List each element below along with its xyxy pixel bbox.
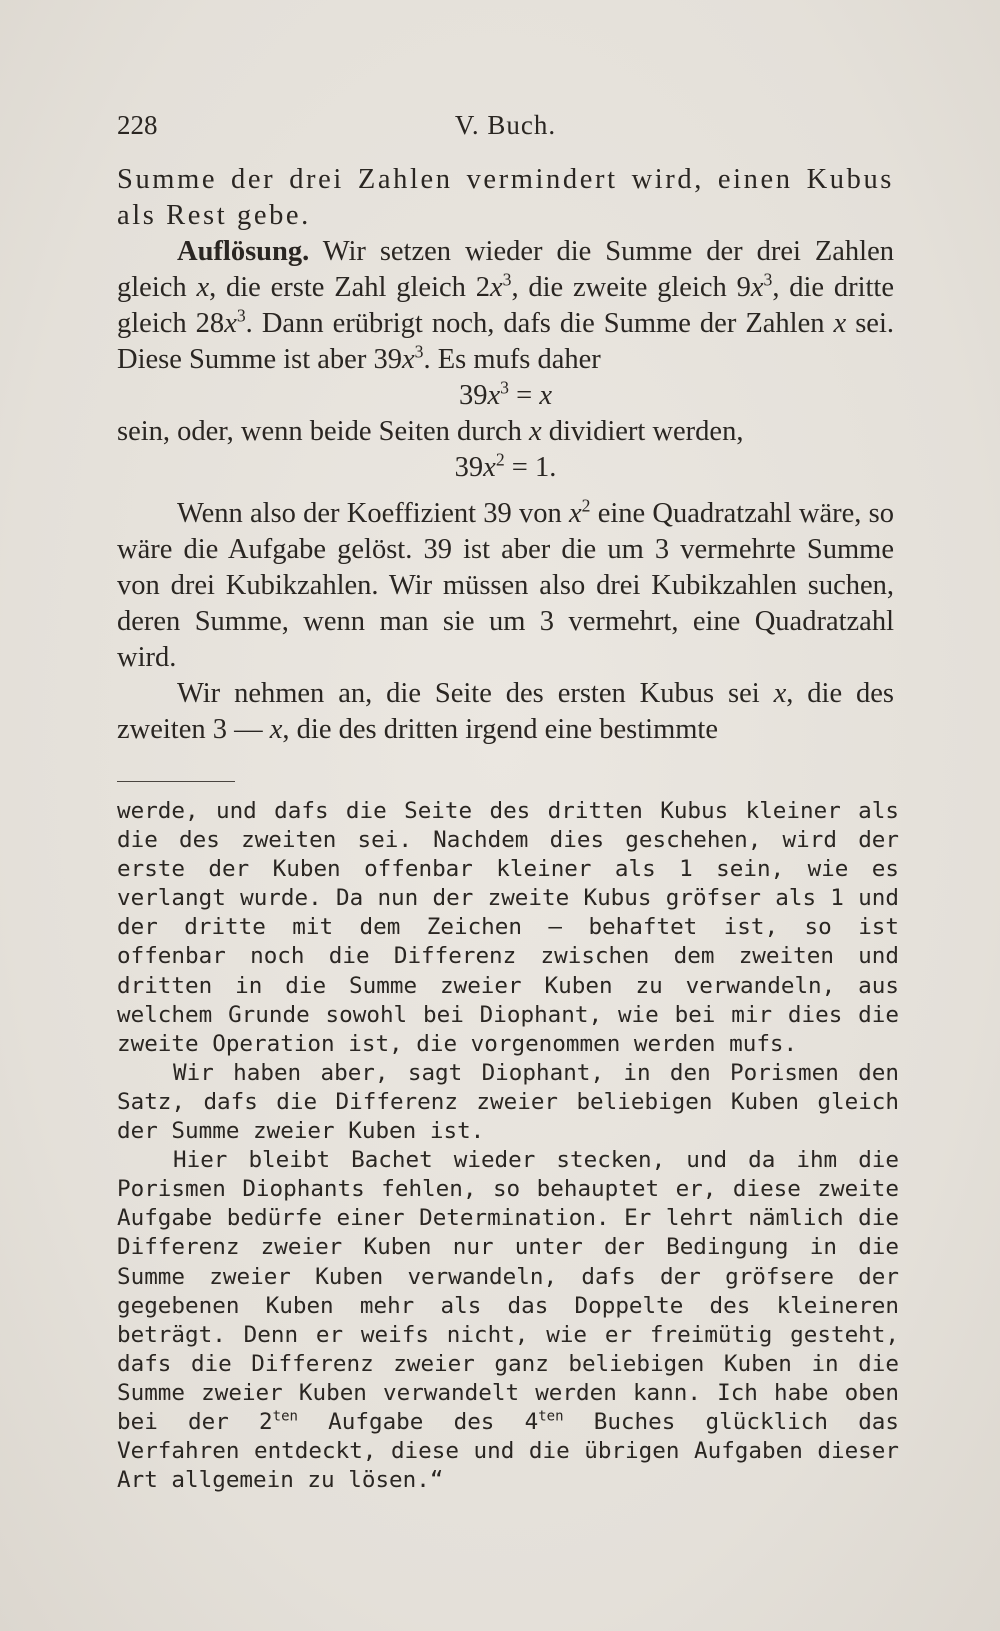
exponent: 2: [581, 495, 591, 516]
text-run: dividiert werden,: [541, 416, 744, 447]
footnote-text: Buches glücklich das Verfahren entdeckt, diese und die übrigen Aufgaben dieser Art allgemein zu lösen.“: [117, 1408, 899, 1494]
text-run: Wenn also der Koeffizient 39 von: [177, 498, 569, 529]
page-number: 228: [117, 110, 158, 140]
exponent: 3: [500, 377, 509, 398]
footnote-block: [117, 797, 899, 1495]
text-run: eine Quadratzahl wäre, so wäre die Aufgabe gelöst. 39 ist aber die um 3 vermehrte Summe von drei Kubikzahlen. Wir müssen also drei Kubikzahlen suchen, deren Summe, wenn man sie um 3 vermehrt, eine Quadratzahl wird.: [117, 498, 894, 673]
text-run: . Es mufs daher: [423, 344, 601, 375]
paragraph: [117, 162, 894, 234]
paragraph: [117, 676, 894, 748]
footnote-text: werde, und dafs die Seite des dritten Kubus kleiner als die des zweiten sei. Nachdem dies geschehen, wird der erste der Kuben offenbar kleiner als 1 sein, wie es verlangt wurde. Da nun der zweite Kubus gröfser als 1 und der dritte mit dem Zeichen — behaftet ist, so ist offenbar noch die Differenz zwischen dem zweiten und dritten in die Summe zweier Kuben zu verwandeln, aus welchem Grunde sowohl bei Diophant, wie bei mir dies die zweite Operation ist, die vorgenommen werden mufs.: [117, 798, 899, 1057]
footnote-text: Wir haben aber, sagt Diophant, in den Porismen den Satz, dafs die Differenz zweier beliebigen Kuben gleich der Summe zweier Kuben ist.: [117, 1059, 899, 1145]
ordinal-suffix: ten: [272, 1408, 298, 1425]
text-run: , die des dritten irgend eine bestimmte: [282, 714, 718, 745]
math-variable: x: [489, 272, 503, 303]
footnote-paragraph: [117, 1059, 899, 1146]
equation: [117, 450, 894, 486]
math-variable: x: [269, 714, 283, 745]
footnote-paragraph: [117, 1146, 899, 1495]
text-run: sein, oder, wenn beide Seiten durch: [117, 416, 529, 447]
text-run: . Dann erübrigt noch, dafs die Summe der Zahlen: [245, 308, 834, 339]
page-header: [117, 110, 894, 150]
paragraph: [117, 496, 894, 676]
footnote-paragraph: [117, 797, 899, 1059]
main-text: [117, 162, 894, 748]
equals-sign: =: [509, 380, 540, 411]
section-label: Auflösung.: [177, 236, 310, 267]
paragraph-text: Summe der drei Zahlen vermindert wird, einen Kubus als Rest gebe.: [117, 164, 894, 231]
math-variable: x: [224, 308, 237, 339]
ordinal-suffix: ten: [538, 1408, 564, 1425]
equation: [117, 378, 894, 414]
text-run: sei. Diese Summe ist aber 39: [117, 308, 894, 375]
coefficient: 39: [454, 452, 484, 483]
text-run: , die dritte gleich 28: [117, 272, 894, 339]
math-variable: x: [773, 678, 787, 709]
math-variable: x: [833, 308, 847, 339]
math-variable: x: [750, 272, 764, 303]
math-variable: x: [196, 272, 210, 303]
exponent: 3: [502, 269, 512, 290]
math-variable: x: [487, 380, 501, 411]
math-variable: x: [401, 344, 415, 375]
paragraph: [117, 234, 894, 378]
paragraph: [117, 414, 894, 450]
footnote-text: Hier bleibt Bachet wieder stecken, und da ihm die Porismen Diophants fehlen, so behauptet er, diese zweite Aufgabe bedürfe einer Determination. Er lehrt nämlich die Differenz zweier Kuben nur unter der Bedingung in die Summe zweier Kuben verwandeln, dafs der gröfsere der gegebenen Kuben mehr als das Doppelte des kleineren beträgt. Denn er weifs nicht, wie er freimütig gesteht, dafs die Differenz zweier ganz beliebigen Kuben in die Summe zweier Kuben verwandelt werden kann. Ich habe oben bei der 2: [117, 1147, 899, 1435]
math-variable: x: [568, 498, 582, 529]
text-run: Wir nehmen an, die Seite des ersten Kubus sei: [177, 678, 774, 709]
coefficient: 39: [459, 380, 488, 411]
text-run: , die zweite gleich 9: [511, 272, 751, 303]
math-variable: x: [539, 380, 552, 411]
footnote-text: Aufgabe des 4: [297, 1408, 539, 1435]
exponent: 3: [414, 341, 424, 362]
math-variable: x: [483, 452, 496, 483]
math-variable: x: [528, 416, 542, 447]
text-run: , die erste Zahl gleich 2: [209, 272, 490, 303]
footnote-divider: [117, 781, 235, 782]
text-run: = 1.: [504, 452, 557, 483]
running-head: V. Buch.: [454, 110, 557, 140]
text-run: , die des zweiten 3 —: [117, 678, 894, 745]
exponent: 2: [495, 449, 505, 470]
exponent: 3: [763, 269, 773, 290]
exponent: 3: [236, 305, 246, 326]
text-run: Wir setzen wieder die Summe der drei Zahlen gleich: [117, 236, 894, 303]
